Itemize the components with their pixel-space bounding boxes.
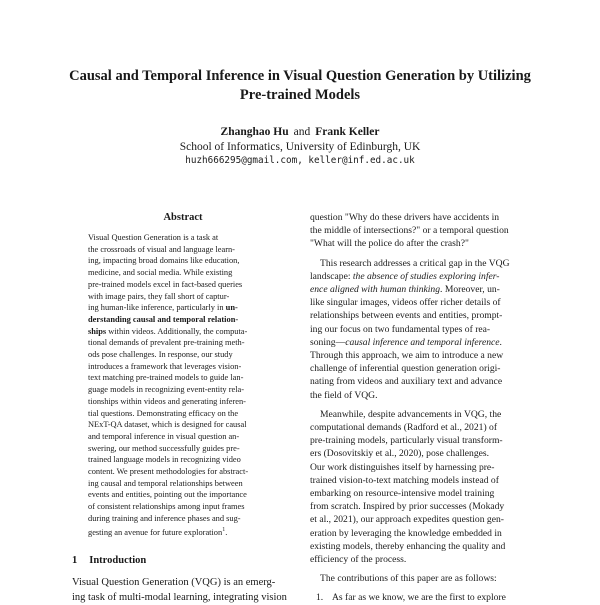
right-paragraph-4: The contributions of this paper are as follows: xyxy=(320,573,497,585)
intro-paragraph: Visual Question Generation (VQG) is an emerg- ing task of multi-modal learning, integrating vision xyxy=(72,577,287,603)
abstract-heading: Abstract xyxy=(163,212,203,223)
author-1: Zhanghao Hu xyxy=(220,126,289,138)
right-column xyxy=(310,211,530,605)
abstract-text-2: within videos. Additionally, the computa- tional demands of prevalent pre-training meth- ods pose challenges. In response, our study introduces a framework that leverages vision- text matching pre-trained models to guide lan- guage models in recognizing event-entity rela- tionships within videos and generating inferen- tial questions. Demonstrating efficacy on the NExT-QA dataset, which is designed for causal and temporal inference in visual question an- swering, our method successfully guides pre- trained language models in recognizing video content. We present methodologies for abstract- ing causal and temporal relationships between events and entities, pointing out the importance of consistent relationships among input frames during training and inference phases and sug- gesting an avenue for future exploration xyxy=(88,326,249,537)
section-number: 1 xyxy=(72,555,78,566)
affiliation: School of Informatics, University of Edinburgh, UK xyxy=(179,141,421,153)
p2-emphasis-2: causal inference and temporal inference xyxy=(345,336,500,348)
abstract-body xyxy=(88,232,278,538)
abstract-emphasis: un- derstanding causal and temporal relation- ships xyxy=(88,303,239,336)
footnote-mark[interactable]: 1 xyxy=(222,526,226,533)
right-paragraph-2 xyxy=(310,257,530,402)
p2-text-a: This research addresses a critical gap in the VQG landscape: xyxy=(310,257,510,282)
contribution-number: 1. xyxy=(316,592,324,604)
p2-text-b: . Moreover, un- like singular images, videos offer richer details of relationships between events and entities, prompt- ing our focus on two fundamental types of rea- soning— xyxy=(310,284,503,348)
author-2: Frank Keller xyxy=(315,126,380,138)
contribution-item xyxy=(310,591,530,604)
section-title: Introduction xyxy=(89,555,147,566)
abstract-end: . xyxy=(225,527,228,537)
author-separator: and xyxy=(293,126,311,138)
section-heading-introduction xyxy=(72,555,146,566)
paper-title: Causal and Temporal Inference in Visual Question Generation by Utilizing Pre-trained Models xyxy=(69,68,531,103)
author-line xyxy=(0,125,600,139)
author-emails: huzh666295@gmail.com, keller@inf.ed.ac.uk xyxy=(185,155,415,166)
right-paragraph-1: question "Why do these drivers have accidents in the middle of intersections?" or a temporal question "What will the police do after the crash?" xyxy=(310,212,509,250)
abstract-text-1: Visual Question Generation is a task at the crossroads of visual and language learn- ing, impacting broad domains like education, medicine, and social media. While existing pre-trained models excel in fact-based queries with image pairs, they fall short of captur- ing human-like inference, particularly in xyxy=(88,233,243,313)
contribution-text: As far as we know, we are the first to explore xyxy=(332,592,506,604)
p2-emphasis-1: the absence of studies exploring infer- ence aligned with human thinking xyxy=(310,270,500,296)
right-paragraph-3: Meanwhile, despite advancements in VQG, the computational demands (Radford et al., 2021) of pre-training models, particularly visual transform- ers (Dosovitskiy et al., 2020), pose challenges. Our work distinguishes itself by harnessing pre- trained vision-to-text matching models instead of embarking on resource-intensive model training from scratch. Inspired by prior successes (Mokady et al., 2021), our approach expedites question gen- eration by leveraging the knowledge embedded in existing models, thereby enhancing the quality and efficiency of the process. xyxy=(310,408,506,566)
p2-text-c: . Through this approach, we aim to introduce a new challenge of inferential question generation origi- nating from videos and auxiliary text and advance the field of VQG. xyxy=(310,336,504,401)
